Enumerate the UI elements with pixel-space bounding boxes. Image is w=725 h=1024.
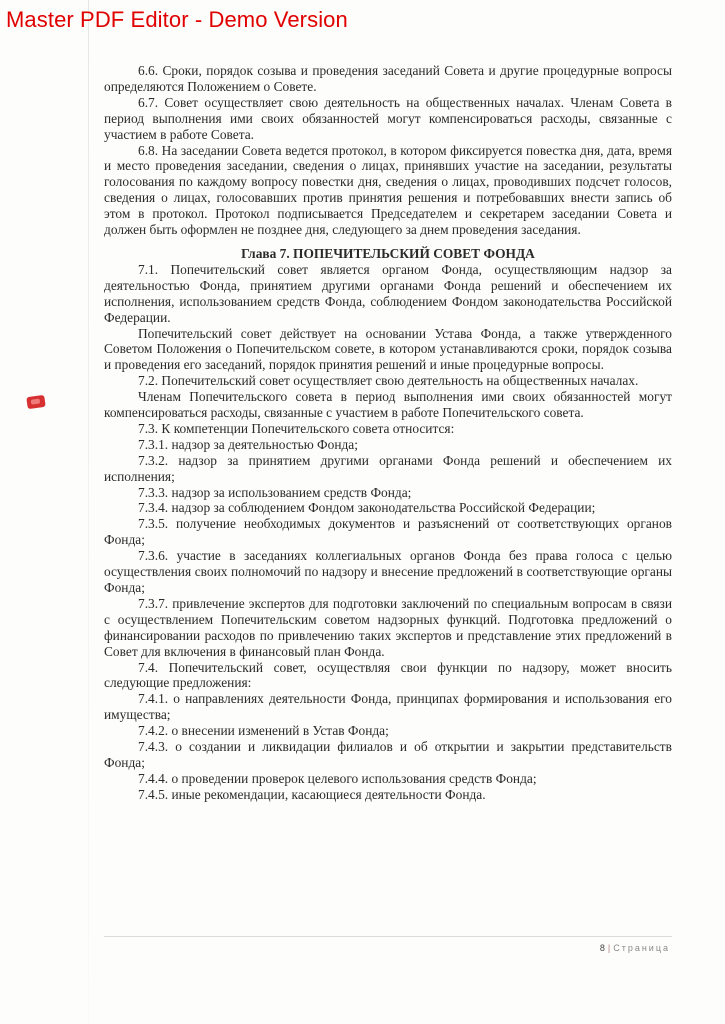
footer-separator: |	[607, 943, 611, 953]
paragraph-7-3-3: 7.3.3. надзор за использованием средств Фонда;	[138, 484, 412, 500]
paragraph-7-1-b: Попечительский совет действует на основании Устава Фонда, а также утвержденного Советом Положения о Попечительском совете, в котором устанавливаются сроки, порядок созыва и проведения его заседаний, порядок принятия решений и иные процедурные вопросы.	[104, 325, 672, 373]
paragraph-7-1: 7.1. Попечительский совет является органом Фонда, осуществляющим надзор за деятельностью Фонда, принятием другими органами Фонда решений и обеспечением их исполнения, использованием средств Фонда, соблюдением Фондом законодательства Российской Федерации.	[104, 261, 672, 325]
document-body	[104, 63, 672, 803]
page-footer	[600, 943, 670, 953]
paragraph-7-3-6: 7.3.6. участие в заседаниях коллегиальных органов Фонда без права голоса с целью осуществления своих полномочий по надзору и внесение предложений в соответствующие органы Фонда;	[104, 548, 672, 595]
page-number: 8	[599, 943, 605, 953]
paragraph-6-8: 6.8. На заседании Совета ведется протокол, в котором фиксируется повестка дня, дата, время и место проведения заседании, сведения о лицах, принявших участие на заседании, результаты голосования по каждому вопросу повестки дня, сведения о лицах, проводивших подсчет голосов, сведения о лицах, голосовавших против принятия решения и потребовавших внести запись об этом в протокол. Протокол подписывается Председателем и секретарем заседании Совета и должен быть оформлен не позднее дня, следующего за днем проведения заседания.	[104, 142, 672, 238]
page-word: Страница	[613, 943, 670, 953]
paragraph-7-4-5: 7.4.5. иные рекомендации, касающиеся деятельности Фонда.	[138, 786, 486, 802]
paragraph-6-7: 6.7. Совет осуществляет свою деятельность на общественных началах. Членам Совета в период выполнения ими своих обязанностей могут компенсироваться расходы, связанные с участием в работе Совета.	[104, 94, 672, 142]
paragraph-7-3-1: 7.3.1. надзор за деятельностью Фонда;	[138, 436, 358, 452]
paragraph-7-4-3: 7.4.3. о создании и ликвидации филиалов и об открытии и закрытии представительств Фонда;	[104, 739, 672, 770]
paragraph-7-3-5: 7.3.5. получение необходимых документов и разъяснений от соответствующих органов Фонда;	[104, 516, 672, 548]
paragraph-7-4-2: 7.4.2. о внесении изменений в Устав Фонда;	[138, 723, 389, 739]
scan-shadow	[88, 0, 89, 1024]
demo-watermark: Master PDF Editor - Demo Version	[6, 7, 348, 32]
paragraph-7-3-4: 7.3.4. надзор за соблюдением Фондом законодательства Российской Федерации;	[138, 500, 596, 516]
paragraph-7-3-7: 7.3.7. привлечение экспертов для подготовки заключений по специальным вопросам в связи с осуществлением Попечительским советом надзорных функций. Подготовка предложений о финансировании расходов по привлечению таких экспертов и представление этих предложений в Совет для включения в финансовый план Фонда.	[104, 595, 672, 659]
paragraph-7-2: 7.2. Попечительский совет осуществляет свою деятельность на общественных началах.	[138, 373, 639, 389]
chapter-heading: Глава 7. ПОПЕЧИТЕЛЬСКИЙ СОВЕТ ФОНДА	[241, 245, 535, 261]
footer-divider	[104, 936, 672, 937]
paragraph-7-4-1: 7.4.1. о направлениях деятельности Фонда, принципах формирования и использования его имущества;	[104, 691, 672, 723]
red-stamp-mark	[26, 395, 45, 409]
paragraph-7-3-2: 7.3.2. надзор за принятием другими органами Фонда решений и обеспечением их исполнения;	[104, 452, 672, 484]
paragraph-7-3: 7.3. К компетенции Попечительского совета относится:	[138, 420, 455, 436]
paragraph-7-4-4: 7.4.4. о проведении проверок целевого использования средств Фонда;	[138, 770, 537, 786]
paragraph-7-4: 7.4. Попечительский совет, осуществляя свои функции по надзору, может вносить следующие предложения:	[104, 659, 672, 691]
paragraph-7-2-b: Членам Попечительского совета в период выполнения ими своих обязанностей могут компенсироваться расходы, связанные с участием в работе Попечительского совета.	[104, 389, 672, 421]
paragraph-6-6: 6.6. Сроки, порядок созыва и проведения заседаний Совета и другие процедурные вопросы определяются Положением о Совете.	[104, 63, 672, 94]
